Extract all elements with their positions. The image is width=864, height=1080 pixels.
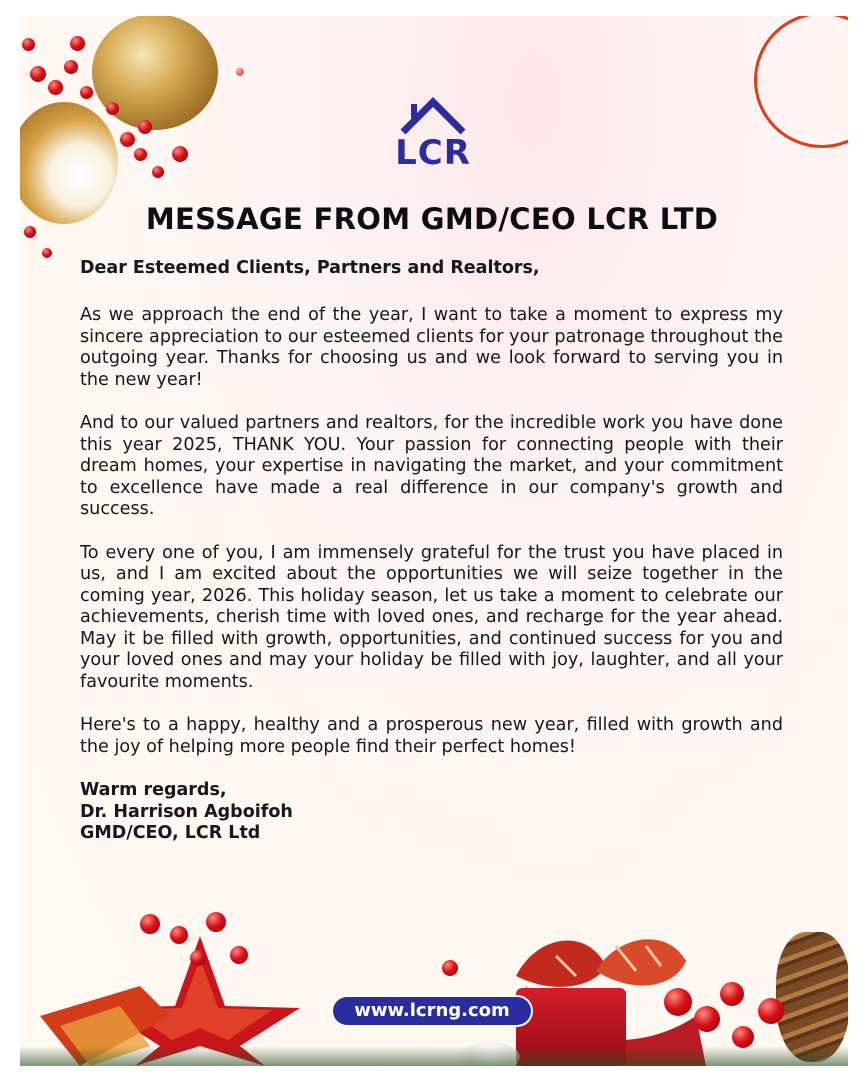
- paragraph-1: As we approach the end of the year, I want to take a moment to express my sincere appreciation to our esteemed clients for your patronage throughout the outgoing year. Thanks for choosing us and we look forward to serving you in the new year!: [80, 305, 783, 390]
- signatory-name: Dr. Harrison Agboifoh: [80, 801, 293, 822]
- salutation: Dear Esteemed Clients, Partners and Realtors,: [80, 258, 540, 278]
- paragraph-4: Here's to a happy, healthy and a prosperous new year, filled with growth and the joy of helping more people find their perfect homes!: [80, 715, 783, 757]
- letter-body: [80, 256, 783, 845]
- paragraph-3: To every one of you, I am immensely grateful for the trust you have placed in us, and I am excited about the opportunities we will seize together in the coming year, 2026. This holiday season, let us take a moment to celebrate our achievements, cherish time with loved ones, and recharge for the year ahead. May it be filled with growth, opportunities, and continued success for you and your loved ones and may your holiday be filled with joy, laughter, and all your favourite moments.: [80, 542, 783, 692]
- lcr-logo: [383, 92, 483, 173]
- logo-text: LCR: [395, 133, 471, 173]
- paragraph-2: And to our valued partners and realtors, for the incredible work you have done this year 2025, THANK YOU. Your passion for connecting people with their dream homes, your expertise in navigating the market, and your commitment to excellence have made a real difference in our company's growth and success.: [80, 413, 783, 519]
- house-roof-icon: [383, 92, 483, 136]
- signature-block: [80, 780, 783, 845]
- decorative-ring: [754, 16, 848, 148]
- closing: Warm regards,: [80, 780, 227, 800]
- signatory-title: GMD/CEO, LCR Ltd: [80, 823, 261, 843]
- pinecone-icon: [776, 932, 848, 1062]
- message-card: [20, 16, 848, 1066]
- website-link[interactable]: www.lcrng.com: [333, 997, 531, 1025]
- page-title: MESSAGE FROM GMD/CEO LCR LTD: [145, 202, 719, 236]
- christmas-star-icon: [20, 896, 350, 1066]
